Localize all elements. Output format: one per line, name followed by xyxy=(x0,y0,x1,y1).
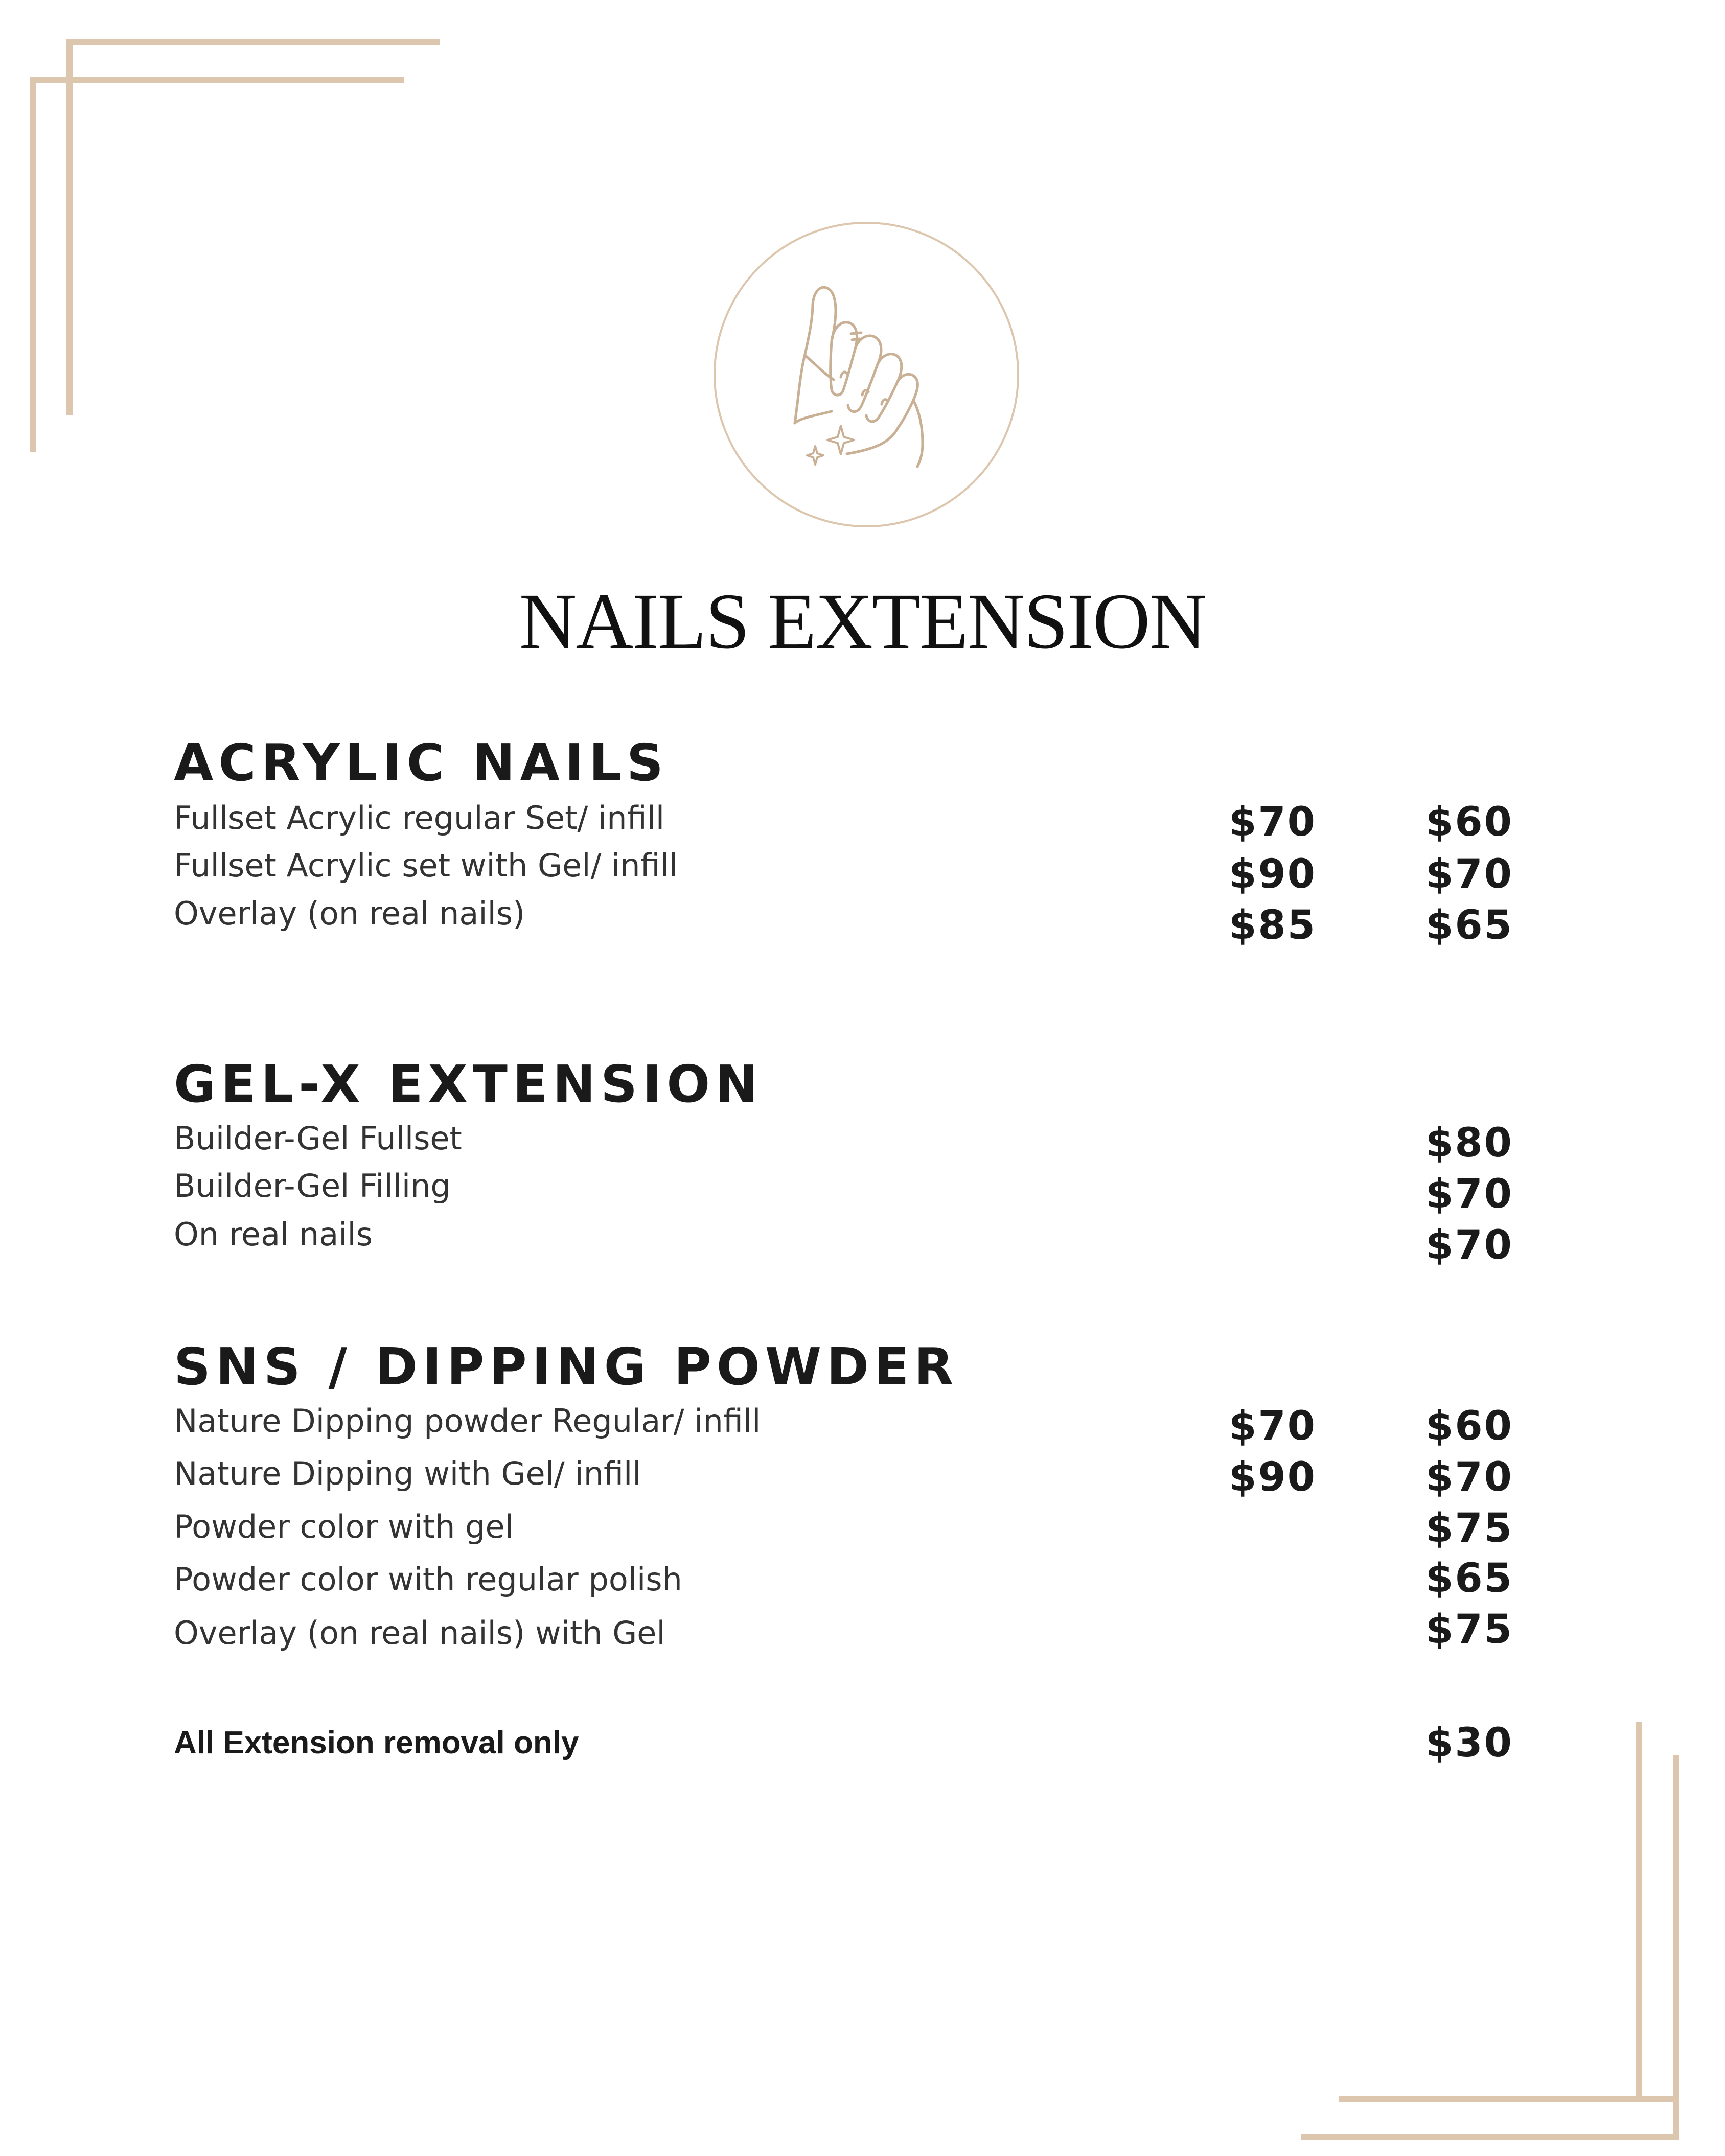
price-regular: $85 xyxy=(1229,902,1317,948)
price: $80 xyxy=(1425,1120,1513,1166)
section-title-sns-dipping-powder: SNS / DIPPING POWDER xyxy=(174,1337,959,1397)
frame-bottom-right-outer-horizontal xyxy=(1301,2134,1679,2140)
logo xyxy=(713,221,1020,528)
item-label: Powder color with regular polish xyxy=(174,1561,682,1598)
item-label: Nature Dipping with Gel/ infill xyxy=(174,1455,641,1492)
frame-top-left-outer-vertical xyxy=(66,39,73,415)
frame-bottom-right-outer-vertical xyxy=(1673,1755,1679,2140)
price-infill: $65 xyxy=(1425,902,1513,948)
item-label: Powder color with gel xyxy=(174,1508,514,1545)
price-regular: $70 xyxy=(1229,799,1317,845)
item-label: Overlay (on real nails) xyxy=(174,895,525,932)
price: $65 xyxy=(1425,1556,1513,1602)
price: $70 xyxy=(1425,1171,1513,1217)
item-label: Fullset Acrylic set with Gel/ infill xyxy=(174,847,678,884)
price: $75 xyxy=(1425,1607,1513,1653)
section-title-acrylic-nails: ACRYLIC NAILS xyxy=(174,733,669,793)
removal-label: All Extension removal only xyxy=(174,1725,579,1760)
item-label: Overlay (on real nails) with Gel xyxy=(174,1614,665,1652)
item-label: Nature Dipping powder Regular/ infill xyxy=(174,1402,761,1440)
price-infill: $60 xyxy=(1425,1403,1513,1449)
price: $70 xyxy=(1425,1222,1513,1268)
frame-top-left-inner-horizontal xyxy=(30,77,404,83)
manicured-hand-with-sparkles-icon xyxy=(713,221,1020,528)
price-infill: $60 xyxy=(1425,799,1513,845)
price-regular: $90 xyxy=(1229,1454,1317,1500)
page-title: NAILS EXTENSION xyxy=(519,577,1206,665)
price-regular: $70 xyxy=(1229,1403,1317,1449)
frame-top-left-inner-vertical xyxy=(30,77,36,452)
section-title-gel-x-extension: GEL-X EXTENSION xyxy=(174,1054,763,1114)
frame-bottom-right-inner-vertical xyxy=(1636,1722,1642,2102)
item-label: Builder-Gel Filling xyxy=(174,1167,451,1204)
price: $75 xyxy=(1425,1505,1513,1551)
frame-bottom-right-inner-horizontal xyxy=(1339,2096,1679,2102)
frame-top-left-outer-horizontal xyxy=(66,39,440,45)
item-label: Fullset Acrylic regular Set/ infill xyxy=(174,799,665,837)
removal-price: $30 xyxy=(1425,1720,1513,1766)
item-label: Builder-Gel Fullset xyxy=(174,1120,462,1157)
price-infill: $70 xyxy=(1425,1454,1513,1500)
item-label: On real nails xyxy=(174,1216,373,1253)
price-regular: $90 xyxy=(1229,851,1317,897)
price-infill: $70 xyxy=(1425,851,1513,897)
